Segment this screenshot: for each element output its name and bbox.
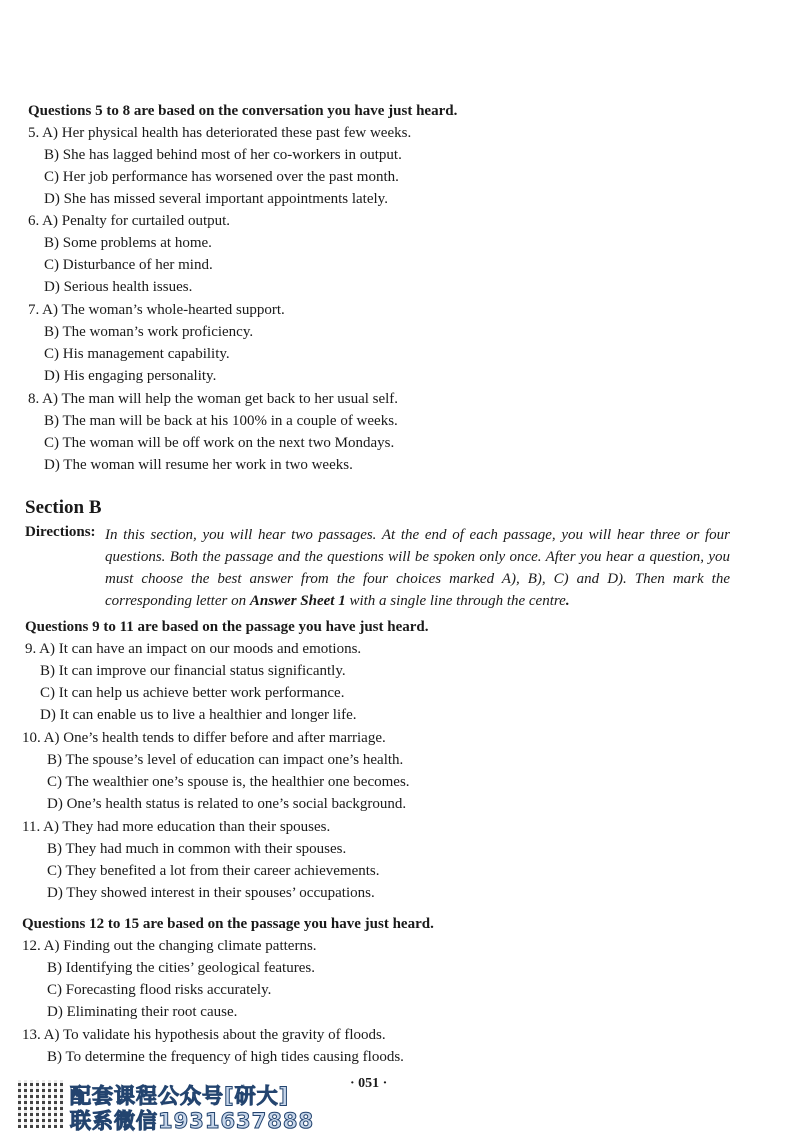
q5-option-a: 5. A) Her physical health has deteriorated these past few weeks.: [28, 125, 412, 141]
questions-9-11-heading: Questions 9 to 11 are based on the passage you have just heard.: [25, 619, 429, 635]
q7-option-a: 7. A) The woman’s whole-hearted support.: [28, 302, 285, 318]
q7-option-d: D) His engaging personality.: [44, 368, 217, 384]
directions-end: .: [565, 593, 570, 609]
q6-option-a: 6. A) Penalty for curtailed output.: [28, 213, 231, 229]
q9-option-a: 9. A) It can have an impact on our moods and emotions.: [25, 641, 362, 657]
q10-option-c: C) The wealthier one’s spouse is, the healthier one becomes.: [47, 774, 410, 790]
q5-option-c: C) Her job performance has worsened over the past month.: [44, 169, 399, 185]
q11-option-a: 11. A) They had more education than their spouses.: [22, 819, 331, 835]
q5-option-d: D) She has missed several important appointments lately.: [44, 191, 388, 207]
q9-option-b: B) It can improve our financial status significantly.: [40, 663, 346, 679]
directions-text: [105, 524, 730, 612]
q12-option-d: D) Eliminating their root cause.: [47, 1004, 238, 1020]
q8-option-a: 8. A) The man will help the woman get back to her usual self.: [28, 391, 399, 407]
q10-option-d: D) One’s health status is related to one’s social background.: [47, 796, 407, 812]
directions-part1: In this section, you will hear two passages. At the end of each passage, you will hear three or four questions. Both the passage and the questions will be spoken only once. After you hear a question, you must choose the best answer from the four choices marked A), B), C) and D). Then mark the corresponding letter on: [105, 527, 730, 609]
q13-option-a: 13. A) To validate his hypothesis about the gravity of floods.: [22, 1027, 386, 1043]
q8-option-b: B) The man will be back at his 100% in a couple of weeks.: [44, 413, 398, 429]
section-b-title: Section B: [25, 497, 102, 518]
q6-option-c: C) Disturbance of her mind.: [44, 257, 213, 273]
q11-option-b: B) They had much in common with their spouses.: [47, 841, 347, 857]
q12-option-a: 12. A) Finding out the changing climate patterns.: [22, 938, 317, 954]
q10-option-a: 10. A) One’s health tends to differ before and after marriage.: [22, 730, 386, 746]
q11-option-d: D) They showed interest in their spouses’ occupations.: [47, 885, 375, 901]
q9-option-c: C) It can help us achieve better work performance.: [40, 685, 345, 701]
q12-option-c: C) Forecasting flood risks accurately.: [47, 982, 272, 998]
q6-option-d: D) Serious health issues.: [44, 279, 193, 295]
directions-label: Directions:: [25, 524, 96, 540]
watermark-line-1: 配套课程公众号[研大]: [70, 1084, 290, 1108]
qr-code-icon: [18, 1080, 66, 1128]
questions-12-15-heading: Questions 12 to 15 are based on the passage you have just heard.: [22, 916, 434, 932]
q6-option-b: B) Some problems at home.: [44, 235, 212, 251]
q5-option-b: B) She has lagged behind most of her co-workers in output.: [44, 147, 402, 163]
watermark-line-2: 联系微信1931637888: [70, 1109, 315, 1133]
q7-option-b: B) The woman’s work proficiency.: [44, 324, 254, 340]
q9-option-d: D) It can enable us to live a healthier and longer life.: [40, 707, 357, 723]
q10-option-b: B) The spouse’s level of education can impact one’s health.: [47, 752, 404, 768]
q13-option-b: B) To determine the frequency of high tides causing floods.: [47, 1049, 404, 1065]
q8-option-c: C) The woman will be off work on the next two Mondays.: [44, 435, 395, 451]
answer-sheet-ref: Answer Sheet 1: [249, 593, 346, 609]
watermark: [18, 1080, 318, 1133]
q7-option-c: C) His management capability.: [44, 346, 230, 362]
directions-part2: with a single line through the centre: [345, 593, 566, 609]
q8-option-d: D) The woman will resume her work in two weeks.: [44, 457, 353, 473]
questions-5-8-heading: Questions 5 to 8 are based on the conversation you have just heard.: [28, 103, 458, 119]
q11-option-c: C) They benefited a lot from their career achievements.: [47, 863, 380, 879]
page-number: · 051 ·: [350, 1076, 388, 1091]
q12-option-b: B) Identifying the cities’ geological features.: [47, 960, 315, 976]
